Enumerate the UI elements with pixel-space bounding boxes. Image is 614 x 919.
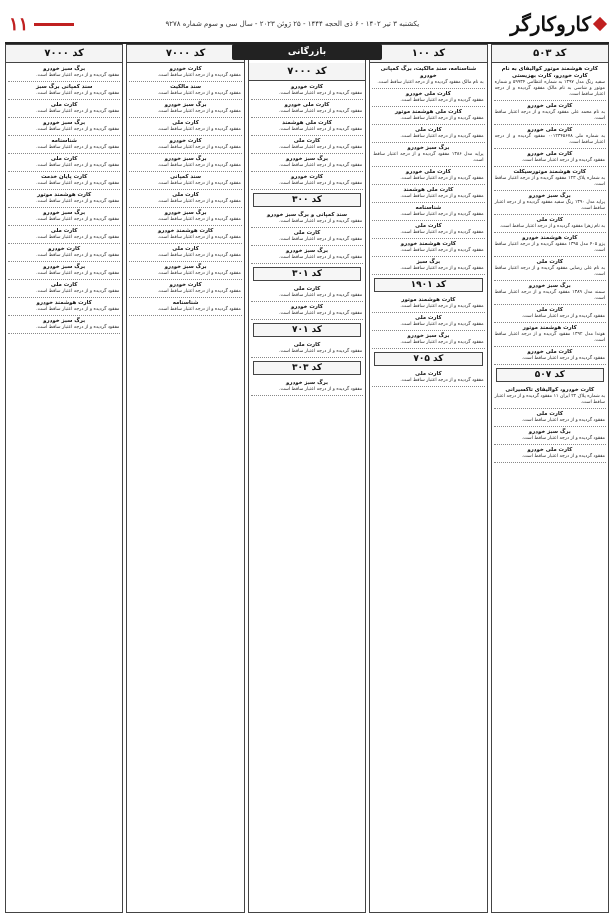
ad-text: به نام مالک مفقود گردیده و از درجه اعتبار ساقط است. <box>377 80 484 85</box>
ad-text: به نام علی رضایی مفقود گردیده و از درجه اعتبار ساقط است. <box>494 266 605 277</box>
ad-text: مفقود گردیده و از درجه اعتبار ساقط است. <box>36 91 120 96</box>
ad-text: مفقود گردیده و از درجه اعتبار ساقط است. <box>157 271 241 276</box>
ad-text: مفقود گردیده و از درجه اعتبار ساقط است. <box>400 304 484 309</box>
ad-text: مفقود گردیده و از درجه اعتبار ساقط است. <box>400 176 484 181</box>
ad-title: کارت ملی خودرو <box>527 151 573 157</box>
ad-column <box>126 44 244 913</box>
ad-text: مفقود گردیده و از درجه اعتبار ساقط است. <box>521 418 605 423</box>
ad-text: مفقود گردیده و از درجه اعتبار ساقط است. <box>400 98 484 103</box>
ad-text: مفقود گردیده و از درجه اعتبار ساقط است. <box>521 356 605 361</box>
classified-ad <box>129 208 241 226</box>
classified-ad <box>251 246 363 264</box>
ad-column <box>5 44 123 913</box>
ad-text: مفقود گردیده و از درجه اعتبار ساقط است. <box>400 134 484 139</box>
ad-title: کارت ملی <box>415 315 442 321</box>
ad-text: مفقود گردیده و از درجه اعتبار ساقط است. <box>36 289 120 294</box>
ad-title: برگ سبز <box>416 259 441 265</box>
classified-ad <box>494 323 606 347</box>
ad-text: مفقود گردیده و از درجه اعتبار ساقط است. <box>400 322 484 327</box>
classified-ad <box>372 143 484 167</box>
classified-ad <box>251 378 363 396</box>
classified-ad <box>129 172 241 190</box>
classified-ad <box>372 239 484 257</box>
ad-title: کارت خودرو <box>290 174 323 180</box>
ad-text: مفقود گردیده و از درجه اعتبار ساقط است. <box>278 387 363 392</box>
classified-ad <box>129 82 241 100</box>
column-body <box>249 81 365 912</box>
ad-column <box>369 44 487 913</box>
ad-text: مفقود گردیده و از درجه اعتبار ساقط است. <box>278 91 363 96</box>
classified-ad <box>372 295 484 313</box>
ad-text: مفقود گردیده و از درجه اعتبار ساقط است. <box>157 289 241 294</box>
classified-ad <box>129 136 241 154</box>
classified-ad <box>372 369 484 387</box>
ad-title: سند کمپانی برگ سبز <box>35 84 93 90</box>
ad-title: کارت خودرو، کوالیفای تاکسیرانی <box>505 387 595 393</box>
column-code-header: کد ۷۰۰۰ <box>249 63 365 81</box>
classified-ad <box>8 262 120 280</box>
classified-ad <box>372 331 484 349</box>
classified-ad <box>8 82 120 100</box>
classified-ad <box>494 385 606 409</box>
ad-title: شناسنامه <box>51 138 77 144</box>
ad-text: مفقود گردیده و از درجه اعتبار ساقط است. <box>157 253 241 258</box>
ad-title: کارت هوشمند موتور <box>522 325 577 331</box>
classified-ad <box>251 340 363 358</box>
ad-text: مفقود گردیده و از درجه اعتبار ساقط است. <box>36 109 120 114</box>
ad-title: کارت پایان خدمت <box>41 174 88 180</box>
ad-title: کارت ملی <box>50 102 78 108</box>
code-box: کد ۳۰۳ <box>253 361 361 375</box>
classified-ad <box>494 149 606 167</box>
classified-ad <box>251 210 363 228</box>
ad-text: مفقود گردیده و از درجه اعتبار ساقط است. <box>278 163 363 168</box>
ad-text: مفقود گردیده و از درجه اعتبار ساقط است. <box>278 109 363 114</box>
classified-ad <box>494 427 606 445</box>
ad-title: کارت ملی خودرو <box>405 91 451 97</box>
ad-column <box>248 44 366 913</box>
classified-ad <box>372 64 484 89</box>
ad-title: برگ سبز خودرو <box>407 145 450 151</box>
ad-text: مفقود گردیده و از درجه اعتبار ساقط است. <box>278 181 363 186</box>
ad-text: مفقود گردیده و از درجه اعتبار ساقط است. <box>400 266 484 271</box>
classified-ad <box>251 100 363 118</box>
classified-ad <box>372 89 484 107</box>
ad-text: مفقود گردیده و از درجه اعتبار ساقط است. <box>521 158 605 163</box>
ad-title: سند مالکیت <box>170 84 202 90</box>
classified-ad <box>251 154 363 172</box>
classified-ad <box>494 191 606 215</box>
ad-text: مفقود گردیده و از درجه اعتبار ساقط است. <box>157 217 241 222</box>
ad-title: کارت ملی <box>172 120 199 126</box>
classified-ad <box>494 409 606 427</box>
classified-ad <box>494 233 606 257</box>
ad-text: مفقود گردیده و از درجه اعتبار ساقط است. <box>278 219 363 224</box>
classified-ad <box>129 118 241 136</box>
classified-ad <box>494 281 606 305</box>
classified-ad <box>8 298 120 316</box>
ad-title: برگ سبز خودرو <box>164 102 207 108</box>
classified-ad <box>8 100 120 118</box>
ad-text: به شماره پلاک ۱۲۳ مفقود گردیده و از درجه اعتبار ساقط است. <box>494 176 605 187</box>
classified-ad <box>251 228 363 246</box>
ad-title: کارت خودرو <box>169 282 202 288</box>
classified-ad <box>129 298 241 316</box>
classified-ad <box>494 257 606 281</box>
column-body <box>6 63 122 912</box>
section-title: بازرگانی <box>232 44 382 60</box>
ad-text: مفقود گردیده و از درجه اعتبار ساقط است. <box>157 181 241 186</box>
ad-text: مفقود گردیده و از درجه اعتبار ساقط است. <box>157 235 241 240</box>
ad-title: کارت ملی <box>172 246 199 252</box>
code-box: کد ۳۰۱ <box>253 267 361 281</box>
ad-text: پراید مدل ۱۳۸۶ مفقود گردیده و از درجه اعتبار ساقط است. <box>373 152 484 163</box>
ad-title: کارت هوشمند موتور <box>401 297 456 303</box>
ad-title: کارت هوشمند موتور کوالیفای به نام کارت خودرو، کارت بهزیستی <box>501 66 598 79</box>
column-code-header: کد ۷۰۰۰ <box>6 45 122 63</box>
classified-ad <box>129 244 241 262</box>
ad-title: کارت ملی خودرو <box>284 102 330 108</box>
ad-text: مفقود گردیده و از درجه اعتبار ساقط است. <box>521 314 605 319</box>
classified-ad <box>8 280 120 298</box>
ad-text: مفقود گردیده و از درجه اعتبار ساقط است. <box>400 212 484 217</box>
code-box: کد ۳۰۰ <box>253 193 361 207</box>
column-body <box>492 63 608 912</box>
ad-title: برگ سبز خودرو <box>285 380 328 386</box>
ad-text: مفقود گردیده و از درجه اعتبار ساقط است. <box>36 235 120 240</box>
ad-text: مفقود گردیده و از درجه اعتبار ساقط است. <box>400 378 484 383</box>
ad-title: کارت هوشمند خودرو <box>157 228 214 234</box>
ad-title: کارت ملی خودرو <box>527 103 573 109</box>
ad-title: برگ سبز خودرو <box>285 248 328 254</box>
ad-text: مفقود گردیده و از درجه اعتبار ساقط است. <box>278 311 363 316</box>
classified-ad <box>129 154 241 172</box>
classified-ad <box>8 190 120 208</box>
ad-text: مفقود گردیده و از درجه اعتبار ساقط است. <box>36 271 120 276</box>
ad-text: مفقود گردیده و از درجه اعتبار ساقط است. <box>278 293 363 298</box>
ad-title: کارت ملی <box>293 230 321 236</box>
ad-title: برگ سبز خودرو <box>528 429 571 435</box>
code-box: کد ۵۰۷ <box>496 368 604 382</box>
ad-title: کارت ملی <box>536 217 564 223</box>
ad-text: مفقود گردیده و از درجه اعتبار ساقط است. <box>36 163 120 168</box>
ad-title: کارت ملی هوشمند <box>282 120 332 126</box>
column-code-header: کد ۷۰۰۰ <box>127 45 243 63</box>
ad-title: برگ سبز خودرو <box>43 66 86 72</box>
classified-ad <box>251 118 363 136</box>
ad-text: مفقود گردیده و از درجه اعتبار ساقط است. <box>36 127 120 132</box>
brand-logo <box>510 12 605 36</box>
classified-ad <box>494 445 606 463</box>
ad-text: مفقود گردیده و از درجه اعتبار ساقط است. <box>521 436 605 441</box>
ad-title: برگ سبز خودرو <box>164 156 207 162</box>
ad-text: پراید مدل ۱۳۹۰ رنگ سفید مفقود گردیده و از درجه اعتبار ساقط است. <box>494 200 605 211</box>
ad-text: مفقود گردیده و از درجه اعتبار ساقط است. <box>400 194 484 199</box>
ad-text: به شماره ملی ۰۰۱۲۳۴۵۶۷۸ مفقود گردیده و از درجه اعتبار ساقط است. <box>494 134 605 145</box>
classified-ad <box>8 64 120 82</box>
page-number: ۱۱ <box>9 13 29 35</box>
code-box: کد ۷۰۵ <box>374 352 482 366</box>
ad-title: سند کمپانی <box>170 174 202 180</box>
ad-title: کارت ملی <box>293 286 321 292</box>
page-number-box <box>9 14 74 35</box>
ad-title: کارت خودرو <box>290 304 323 310</box>
ad-text: مفقود گردیده و از درجه اعتبار ساقط است. <box>278 237 363 242</box>
classified-ad <box>8 154 120 172</box>
ad-title: برگ سبز خودرو <box>43 210 86 216</box>
ad-text: مفقود گردیده و از درجه اعتبار ساقط است. <box>521 454 605 459</box>
ad-title: کارت ملی هوشمند <box>403 187 454 193</box>
ad-text: هوندا مدل ۱۳۹۲ مفقود گردیده و از درجه اعتبار ساقط است. <box>494 332 605 343</box>
ad-title: کارت ملی <box>50 228 78 234</box>
ad-text: به شماره پلاک ۲۲ ایران ۱۱ مفقود گردیده و از درجه اعتبار ساقط است. <box>494 394 605 405</box>
ad-text: مفقود گردیده و از درجه اعتبار ساقط است. <box>36 217 120 222</box>
classified-ad <box>129 190 241 208</box>
classified-ad <box>8 316 120 334</box>
classified-ad <box>129 64 241 82</box>
classified-ad <box>129 262 241 280</box>
code-box: کد ۱۹۰۱ <box>374 278 482 292</box>
ad-title: برگ سبز خودرو <box>43 120 86 126</box>
ad-text: مفقود گردیده و از درجه اعتبار ساقط است. <box>400 340 484 345</box>
ad-text: مفقود گردیده و از درجه اعتبار ساقط است. <box>278 127 363 132</box>
classified-ad <box>129 280 241 298</box>
column-body <box>127 63 243 912</box>
page-header <box>5 6 609 44</box>
classified-ad <box>372 167 484 185</box>
ad-title: کارت ملی <box>50 282 78 288</box>
classified-ad <box>372 125 484 143</box>
classified-ad <box>8 244 120 262</box>
classified-ad <box>8 172 120 190</box>
ad-column <box>491 44 609 913</box>
classified-ad <box>251 136 363 154</box>
classified-ad <box>129 100 241 118</box>
ad-text: مفقود گردیده و از درجه اعتبار ساقط است. <box>36 253 120 258</box>
ad-title: برگ سبز خودرو <box>164 210 207 216</box>
ad-text: مفقود گردیده و از درجه اعتبار ساقط است. <box>36 181 120 186</box>
ad-title: برگ سبز خودرو <box>43 264 86 270</box>
ad-title: کارت هوشمند خودرو <box>522 235 578 241</box>
ad-text: مفقود گردیده و از درجه اعتبار ساقط است. <box>36 325 120 330</box>
ad-title: برگ سبز خودرو <box>407 333 450 339</box>
ad-title: کارت هوشمند موتور <box>37 192 92 198</box>
column-body <box>370 63 486 912</box>
ad-title: کارت ملی خودرو <box>527 447 573 453</box>
ad-title: شناسنامه، سند مالکیت، برگ کمپانی خودرو <box>380 66 477 79</box>
code-box: کد ۷۰۱ <box>253 323 361 337</box>
ad-title: کارت ملی <box>172 192 199 198</box>
ad-text: مفقود گردیده و از درجه اعتبار ساقط است. <box>157 91 241 96</box>
ad-text: مفقود گردیده و از درجه اعتبار ساقط است. <box>36 73 120 78</box>
classified-ad <box>372 221 484 239</box>
ad-title: کارت ملی <box>415 127 442 133</box>
dateline: یکشنبه ۳ تیر ۱۴۰۲ - ۶ ذی الحجه ۱۴۴۴ - ۲۵ ژوئن ۲۰۲۳ - سال سی و سوم شماره ۹۲۷۸ <box>165 20 420 28</box>
classified-ad <box>251 284 363 302</box>
ad-text: مفقود گردیده و از درجه اعتبار ساقط است. <box>278 349 363 354</box>
ad-text: مفقود گردیده و از درجه اعتبار ساقط است. <box>278 145 363 150</box>
ad-title: برگ سبز خودرو <box>164 264 207 270</box>
ad-text: مفقود گردیده و از درجه اعتبار ساقط است. <box>36 307 120 312</box>
classified-ad <box>494 347 606 365</box>
ad-title: کارت ملی خودرو <box>405 169 451 175</box>
classified-ad <box>494 101 606 125</box>
ad-title: کارت ملی <box>415 371 442 377</box>
ad-title: کارت خودرو <box>169 138 202 144</box>
classified-ad <box>494 167 606 191</box>
classified-ad <box>8 118 120 136</box>
page-number-bar <box>34 23 74 26</box>
ad-text: مفقود گردیده و از درجه اعتبار ساقط است. <box>36 145 120 150</box>
ad-title: کارت هوشمند خودرو <box>36 300 92 306</box>
column-code-header: کد ۵۰۳ <box>492 45 608 63</box>
brand-name: کاروکارگر <box>510 12 591 36</box>
ad-text: مفقود گردیده و از درجه اعتبار ساقط است. <box>400 116 484 121</box>
classified-ad <box>494 305 606 323</box>
ad-title: کارت ملی <box>293 138 321 144</box>
ad-title: برگ سبز خودرو <box>528 193 571 199</box>
ad-title: کارت ملی <box>536 307 564 313</box>
ad-title: کارت ملی <box>415 223 442 229</box>
ad-title: کارت ملی <box>293 342 321 348</box>
ad-title: کارت خودرو <box>290 84 323 90</box>
diamond-icon <box>593 17 607 31</box>
ad-title: برگ سبز خودرو <box>528 283 571 289</box>
classified-ad <box>251 172 363 190</box>
ad-title: کارت هوشمند خودرو <box>400 241 457 247</box>
ad-text: مفقود گردیده و از درجه اعتبار ساقط است. <box>157 127 241 132</box>
classified-ad <box>8 226 120 244</box>
ad-title: برگ سبز خودرو <box>285 156 328 162</box>
column-code-header: کد ۱۰۰ <box>370 45 486 63</box>
ad-text: سمند مدل ۱۳۸۹ مفقود گردیده و از درجه اعتبار ساقط است. <box>494 290 605 301</box>
ad-title: سند کمپانی و برگ سبز خودرو <box>266 212 347 218</box>
ad-text: پژو ۴۰۵ مدل ۱۳۹۵ مفقود گردیده و از درجه اعتبار ساقط است. <box>494 242 605 253</box>
ad-title: شناسنامه <box>172 300 199 306</box>
ad-title: کارت خودرو <box>48 246 81 252</box>
classified-ad <box>494 64 606 101</box>
classified-ad <box>494 125 606 149</box>
ad-text: مفقود گردیده و از درجه اعتبار ساقط است. <box>36 199 120 204</box>
ad-text: مفقود گردیده و از درجه اعتبار ساقط است. <box>157 307 241 312</box>
classified-ad <box>372 257 484 275</box>
classified-ad <box>372 107 484 125</box>
classified-ad <box>129 226 241 244</box>
ad-text: مفقود گردیده و از درجه اعتبار ساقط است. <box>400 248 484 253</box>
classified-ad <box>372 203 484 221</box>
ad-title: کارت هوشمند موتورسیکلت <box>513 169 587 175</box>
ad-title: کارت ملی <box>536 259 564 265</box>
classified-ad <box>8 208 120 226</box>
ad-text: مفقود گردیده و از درجه اعتبار ساقط است. <box>278 255 363 260</box>
ad-title: برگ سبز خودرو <box>43 318 86 324</box>
ad-text: به نام محمد علی مفقود گردیده و از درجه اعتبار ساقط است. <box>494 110 605 121</box>
ad-text: مفقود گردیده و از درجه اعتبار ساقط است. <box>157 163 241 168</box>
ad-title: کارت ملی <box>536 411 564 417</box>
classified-ad <box>494 215 606 233</box>
classified-ad <box>251 82 363 100</box>
ad-title: کارت ملی <box>50 156 78 162</box>
ad-title: کارت ملی هوشمند موتور <box>394 109 462 115</box>
ad-text: مفقود گردیده و از درجه اعتبار ساقط است. <box>157 145 241 150</box>
ad-text: سفید رنگ مدل ۱۳۹۷ به شماره انتظامی ۵۹۹۳۴ و شماره موتور و شاسی به نام مالک مفقود گردیده و از درجه اعتبار ساقط است. <box>494 80 606 97</box>
ad-title: کارت ملی خودرو <box>527 349 573 355</box>
columns-container <box>5 44 609 913</box>
ad-title: کارت خودرو <box>169 66 202 72</box>
classified-ad <box>251 302 363 320</box>
ad-title: کارت ملی خودرو <box>527 127 573 133</box>
ad-title: شناسنامه <box>415 205 442 211</box>
ad-text: به نام زهرا مفقود گردیده و از درجه اعتبار ساقط است. <box>499 224 605 229</box>
classified-ad <box>372 185 484 203</box>
classified-ad <box>8 136 120 154</box>
ad-text: مفقود گردیده و از درجه اعتبار ساقط است. <box>157 73 241 78</box>
ad-text: مفقود گردیده و از درجه اعتبار ساقط است. <box>157 199 241 204</box>
classified-ad <box>372 313 484 331</box>
ad-text: مفقود گردیده و از درجه اعتبار ساقط است. <box>400 230 484 235</box>
ad-text: مفقود گردیده و از درجه اعتبار ساقط است. <box>157 109 241 114</box>
